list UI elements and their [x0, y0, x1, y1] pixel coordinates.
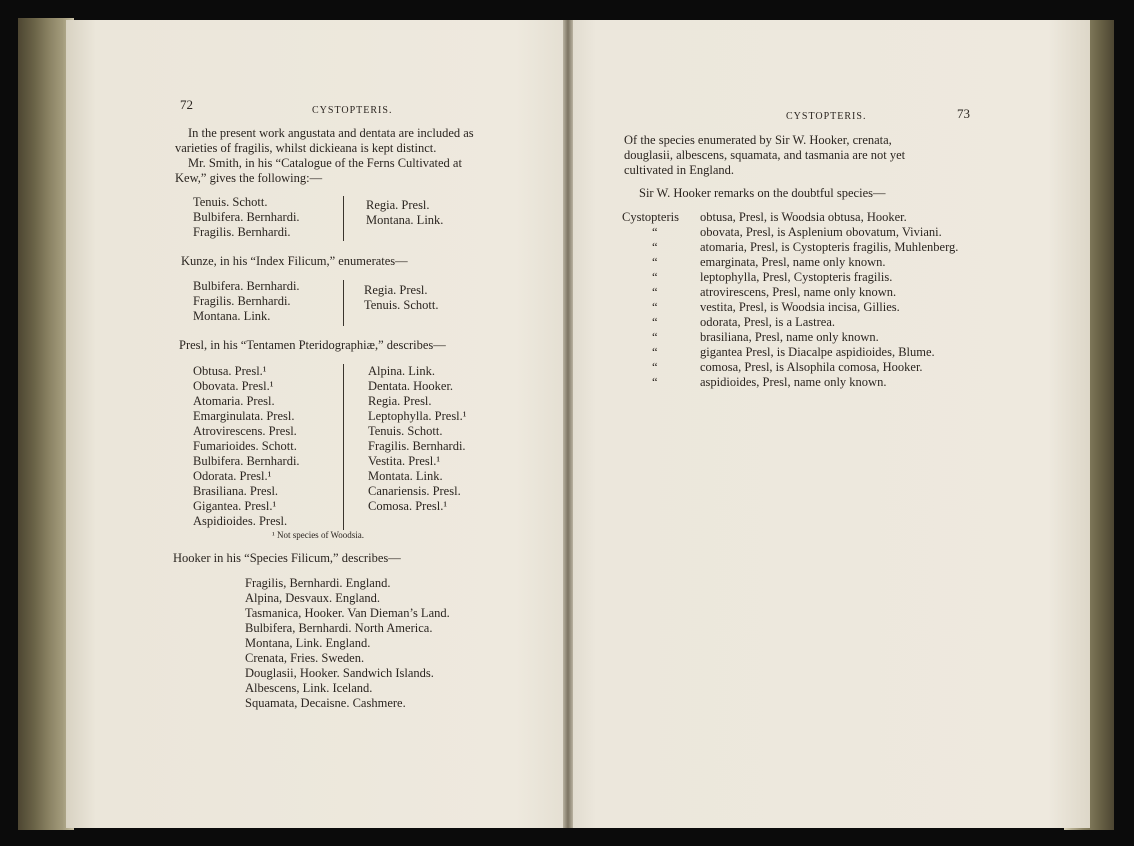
species-entry: brasiliana, Presl, name only known.: [700, 330, 879, 344]
list-item: Dentata. Hooker.: [368, 379, 454, 393]
book-gutter: [563, 20, 573, 828]
ditto-mark: “: [652, 225, 658, 239]
genus-label: Cystopteris: [622, 210, 679, 224]
column-divider: [343, 280, 344, 326]
list-item: Alpina, Desvaux. England.: [245, 591, 381, 605]
list-item: Fragilis. Bernhardi.: [193, 225, 291, 239]
list-item: Comosa. Presl.¹: [368, 499, 448, 513]
list-item: Montana. Link.: [193, 309, 271, 323]
list-item: Tenuis. Schott.: [364, 298, 439, 312]
list-item: Regia. Presl.: [368, 394, 432, 408]
intro-line: douglasii, albescens, squamata, and tasmania are not yet: [624, 148, 906, 162]
species-entry: obovata, Presl, is Asplenium obovatum, Viviani.: [700, 225, 942, 239]
running-head-left: CYSTOPTERIS.: [312, 105, 393, 116]
list-item: Montata. Link.: [368, 469, 443, 483]
column-divider: [343, 196, 344, 241]
hooker-intro: Hooker in his “Species Filicum,” describes—: [173, 551, 401, 565]
species-entry: comosa, Presl, is Alsophila comosa, Hooker.: [700, 360, 923, 374]
list-item: Brasiliana. Presl.: [193, 484, 279, 498]
ditto-mark: “: [652, 300, 658, 314]
list-item: Atomaria. Presl.: [193, 394, 275, 408]
list-item: Emarginulata. Presl.: [193, 409, 295, 423]
ditto-mark: “: [652, 270, 658, 284]
kunze-intro: Kunze, in his “Index Filicum,” enumerates—: [181, 254, 408, 268]
species-entry: emarginata, Presl, name only known.: [700, 255, 886, 269]
list-item: Bulbifera. Bernhardi.: [193, 210, 300, 224]
list-item: Regia. Presl.: [364, 283, 428, 297]
list-item: Bulbifera. Bernhardi.: [193, 454, 300, 468]
list-item: Montana, Link. England.: [245, 636, 371, 650]
ditto-mark: “: [652, 315, 658, 329]
intro-line: Of the species enumerated by Sir W. Hooker, crenata,: [624, 133, 892, 147]
species-entry: obtusa, Presl, is Woodsia obtusa, Hooker.: [700, 210, 907, 224]
ditto-mark: “: [652, 240, 658, 254]
list-item: Fragilis. Bernhardi.: [193, 294, 291, 308]
column-divider: [343, 364, 344, 530]
species-entry: atrovirescens, Presl, name only known.: [700, 285, 897, 299]
list-item: Tenuis. Schott.: [193, 195, 268, 209]
list-item: Fragilis. Bernhardi.: [368, 439, 466, 453]
footnote: ¹ Not species of Woodsia.: [272, 530, 365, 540]
species-entry: atomaria, Presl, is Cystopteris fragilis, Muhlenberg.: [700, 240, 959, 254]
page-number-right: 73: [957, 106, 970, 121]
remarks-intro: Sir W. Hooker remarks on the doubtful species—: [639, 186, 886, 200]
list-item: Tenuis. Schott.: [368, 424, 443, 438]
list-item: Canariensis. Presl.: [368, 484, 461, 498]
list-item: Regia. Presl.: [366, 198, 430, 212]
list-item: Fragilis, Bernhardi. England.: [245, 576, 391, 590]
intro-line: In the present work angustata and dentata are included as: [188, 126, 474, 140]
list-item: Squamata, Decaisne. Cashmere.: [245, 696, 406, 710]
list-item: Odorata. Presl.¹: [193, 469, 272, 483]
list-item: Obovata. Presl.¹: [193, 379, 274, 393]
intro-line: varieties of fragilis, whilst dickieana is kept distinct.: [175, 141, 437, 155]
list-item: Albescens, Link. Iceland.: [245, 681, 373, 695]
list-item: Atrovirescens. Presl.: [193, 424, 297, 438]
list-item: Bulbifera. Bernhardi.: [193, 279, 300, 293]
list-item: Alpina. Link.: [368, 364, 436, 378]
running-head-right: CYSTOPTERIS.: [786, 111, 867, 122]
list-item: Montana. Link.: [366, 213, 444, 227]
intro-line: Kew,” gives the following:—: [175, 171, 323, 185]
species-entry: vestita, Presl, is Woodsia incisa, Gillies.: [700, 300, 900, 314]
species-entry: leptophylla, Presl, Cystopteris fragilis.: [700, 270, 893, 284]
list-item: Bulbifera, Bernhardi. North America.: [245, 621, 433, 635]
list-item: Douglasii, Hooker. Sandwich Islands.: [245, 666, 434, 680]
presl-intro: Presl, in his “Tentamen Pteridographiæ,” describes—: [179, 338, 446, 352]
intro-line: Mr. Smith, in his “Catalogue of the Ferns Cultivated at: [188, 156, 462, 170]
ditto-mark: “: [652, 330, 658, 344]
ditto-mark: “: [652, 285, 658, 299]
ditto-mark: “: [652, 255, 658, 269]
list-item: Vestita. Presl.¹: [368, 454, 441, 468]
ditto-mark: “: [652, 360, 658, 374]
page-number-left: 72: [180, 97, 193, 112]
list-item: Leptophylla. Presl.¹: [368, 409, 467, 423]
list-item: Crenata, Fries. Sweden.: [245, 651, 365, 665]
species-entry: aspidioides, Presl, name only known.: [700, 375, 887, 389]
intro-line: cultivated in England.: [624, 163, 735, 177]
ditto-mark: “: [652, 345, 658, 359]
list-item: Obtusa. Presl.¹: [193, 364, 267, 378]
species-entry: odorata, Presl, is a Lastrea.: [700, 315, 836, 329]
ditto-mark: “: [652, 375, 658, 389]
list-item: Aspidioides. Presl.: [193, 514, 288, 528]
species-entry: gigantea Presl, is Diacalpe aspidioides, Blume.: [700, 345, 935, 359]
list-item: Gigantea. Presl.¹: [193, 499, 277, 513]
list-item: Tasmanica, Hooker. Van Dieman’s Land.: [245, 606, 450, 620]
list-item: Fumarioides. Schott.: [193, 439, 297, 453]
